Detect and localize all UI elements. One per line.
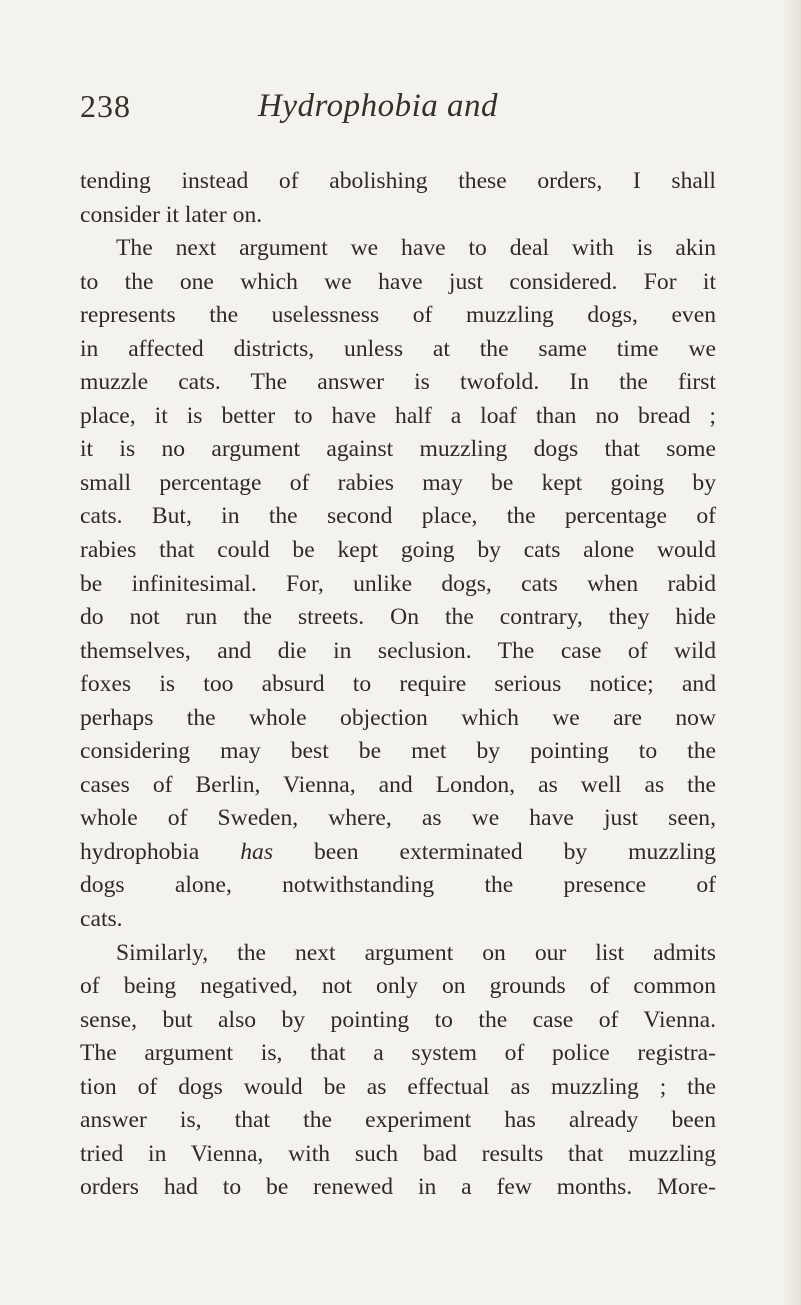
text-line: sense, but also by pointing to the case of Vienna.	[80, 1006, 716, 1033]
text-line: cats. But, in the second place, the percentage of	[80, 503, 716, 530]
text-line: cases of Berlin, Vienna, and London, as well as the	[80, 771, 716, 798]
text-line: in affected districts, unless at the same time we	[80, 335, 716, 362]
text-line: The next argument we have to deal with is akin	[116, 235, 716, 262]
text-segment: hydrophobia	[80, 838, 241, 865]
page-header	[80, 88, 540, 138]
text-line: to the one which we have just considered. For it	[80, 268, 716, 295]
text-line: be infinitesimal. For, unlike dogs, cats when rabid	[80, 570, 716, 597]
text-line: rabies that could be kept going by cats alone would	[80, 537, 716, 564]
text-line: The argument is, that a system of police registra-	[80, 1040, 716, 1067]
text-line: orders had to be renewed in a few months. More-	[80, 1174, 716, 1201]
text-line: cats.	[80, 906, 123, 933]
text-line: it is no argument against muzzling dogs that some	[80, 436, 716, 463]
body-text	[80, 165, 716, 1205]
text-line: consider it later on.	[80, 201, 263, 228]
page-number: 238	[80, 88, 131, 124]
text-line: foxes is too absurd to require serious notice; and	[80, 671, 716, 698]
text-line: Similarly, the next argument on our list admits	[116, 939, 716, 966]
page-edge-shadow	[783, 0, 801, 1305]
text-line: answer is, that the experiment has already been	[80, 1107, 716, 1134]
running-head: Hydrophobia and	[258, 88, 499, 124]
text-line: of being negatived, not only on grounds of common	[80, 973, 716, 1000]
text-line: tion of dogs would be as effectual as muzzling ; the	[80, 1073, 716, 1100]
text-line: perhaps the whole objection which we are now	[80, 704, 716, 731]
text-line: small percentage of rabies may be kept going by	[80, 469, 716, 496]
text-line: do not run the streets. On the contrary, they hide	[80, 604, 716, 631]
emphasized-word: has	[240, 838, 274, 865]
text-line: place, it is better to have half a loaf than no bread ;	[80, 402, 716, 429]
text-line: themselves, and die in seclusion. The case of wild	[80, 637, 716, 664]
text-line	[80, 836, 716, 870]
text-line: represents the uselessness of muzzling dogs, even	[80, 302, 716, 329]
text-line: muzzle cats. The answer is twofold. In the first	[80, 369, 716, 396]
text-line: whole of Sweden, where, as we have just seen,	[80, 805, 716, 832]
text-line: considering may best be met by pointing to the	[80, 738, 716, 765]
text-line: dogs alone, notwithstanding the presence of	[80, 872, 716, 899]
text-line: tending instead of abolishing these orders, I shall	[80, 168, 716, 194]
text-segment: been exterminated by muzzling	[273, 838, 716, 865]
text-line: tried in Vienna, with such bad results that muzzling	[80, 1140, 716, 1167]
